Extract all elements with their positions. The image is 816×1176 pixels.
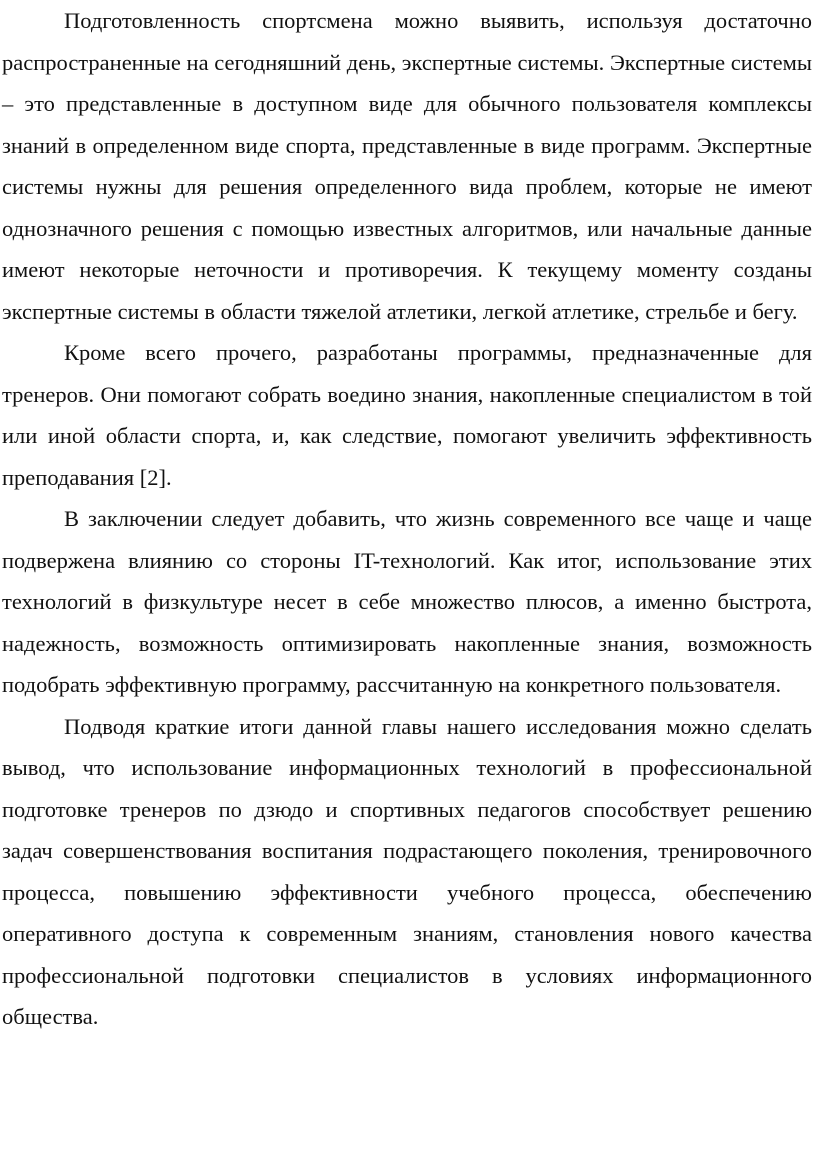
paragraph-expert-systems: Подготовленность спортсмена можно выявить, используя достаточно распространенные на сегодняшний день, экспертные системы. Экспертные системы – это представленные в доступном виде для обычного пользователя комплексы знаний в определенном виде спорта, представленные в виде программ. Экспертные системы нужны для решения определенного вида проблем, которые не имеют однозначного решения с помощью известных алгоритмов, или начальные данные имеют некоторые неточности и противоречия. К текущему моменту созданы экспертные системы в области тяжелой атлетики, легкой атлетике, стрельбе и бегу. bbox=[2, 8, 812, 324]
paragraph-chapter-summary: Подводя краткие итоги данной главы нашего исследования можно сделать вывод, что использование информационных технологий в профессиональной подготовке тренеров по дзюдо и спортивных педагогов способствует решению задач совершенствования воспитания подрастающего поколения, тренировочного процесса, повышению эффективности учебного процесса, обеспечению оперативного доступа к современным знаниям, становления нового качества профессиональной подготовки специалистов в условиях информационного общества. bbox=[2, 713, 812, 1029]
paragraph-trainer-programs: Кроме всего прочего, разработаны программы, предназначенные для тренеров. Они помогают собрать воедино знания, накопленные специалистом в той или иной области спорта, и, как следствие, помогают увеличить эффективность преподавания [2]. bbox=[2, 340, 812, 490]
paragraph-conclusion-it: В заключении следует добавить, что жизнь современного все чаще и чаще подвержена влиянию со стороны IT-технологий. Как итог, использование этих технологий в физкультуре несет в себе множество плюсов, а именно быстрота, надежность, возможность оптимизировать накопленные знания, возможность подобрать эффективную программу, рассчитанную на конкретного пользователя. bbox=[2, 506, 812, 697]
